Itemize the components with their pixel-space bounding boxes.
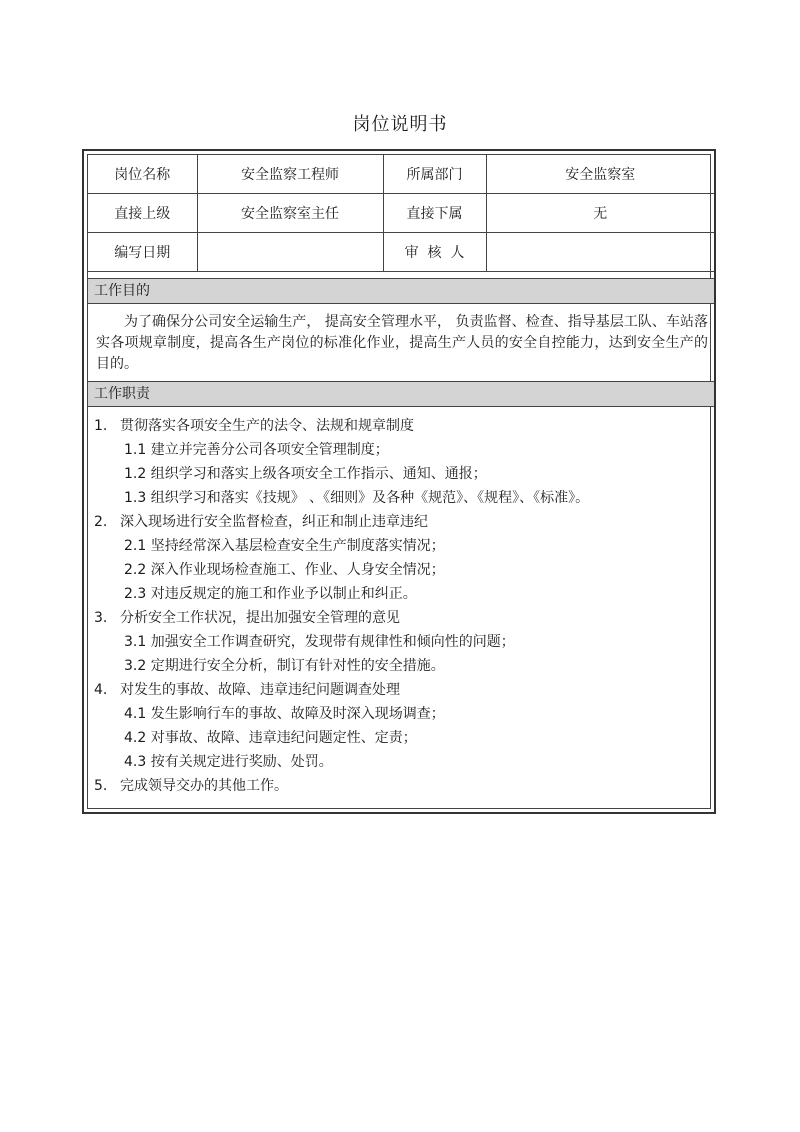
duty-title: 分析安全工作状况，提出加强安全管理的意见: [120, 610, 400, 626]
sub-item: 1.2 组织学习和落实上级各项安全工作指示、通知、通报；: [124, 466, 487, 482]
duty-number: 4.: [94, 682, 108, 698]
duty-title: 对发生的事故、故障、违章违纪问题调查处理: [120, 682, 400, 698]
list-item: [94, 609, 706, 676]
label-direct-subordinate: 直接下属: [383, 194, 486, 233]
sub-item: 3.2 定期进行安全分析，制订有针对性的安全措施。: [124, 658, 445, 674]
value-reviewer: [486, 233, 714, 272]
sub-item: 3.1 加强安全工作调查研究，发现带有规律性和倾向性的问题；: [124, 634, 515, 650]
label-date-written: 编写日期: [88, 233, 197, 272]
job-description-form: [82, 149, 716, 814]
list-item: [94, 513, 706, 604]
value-position-name: 安全监察工程师: [197, 155, 383, 194]
duty-title: 深入现场进行安全监督检查，纠正和制止违章违纪: [120, 514, 428, 530]
duty-number: 3.: [94, 610, 108, 626]
duties-list: [94, 417, 706, 801]
duty-title: 贯彻落实各项安全生产的法令、法规和规章制度: [120, 418, 414, 434]
duty-number: 5.: [94, 778, 108, 794]
label-position-name: 岗位名称: [88, 155, 197, 194]
duty-number: 1.: [94, 418, 108, 434]
sub-item: 4.3 按有关规定进行奖励、处罚。: [124, 754, 333, 770]
list-item: [94, 417, 706, 508]
list-item: [94, 681, 706, 772]
page-title: 岗位说明书: [352, 114, 448, 135]
purpose-text: 为了确保分公司安全运输生产， 提高安全管理水平， 负责监督、检查、指导基层工队、车站落实各项规章制度，提高各生产岗位的标准化作业，提高生产人员的安全自控能力，达到安全生产的目的。: [96, 314, 708, 372]
sub-item: 1.3 组织学习和落实《技规》 、《细则》及各种《规范》、《规程》、《标准》。: [124, 490, 590, 506]
label-department: 所属部门: [383, 155, 486, 194]
sub-item: 1.1 建立并完善分公司各项安全管理制度；: [124, 442, 389, 458]
sub-item: 4.1 发生影响行车的事故、故障及时深入现场调查；: [124, 706, 445, 722]
duty-title: 完成领导交办的其他工作。: [120, 778, 288, 794]
value-direct-superior: 安全监察室主任: [197, 194, 383, 233]
info-row: [88, 233, 714, 272]
value-direct-subordinate: 无: [486, 194, 714, 233]
label-direct-superior: 直接上级: [88, 194, 197, 233]
sub-item: 2.1 坚持经常深入基层检查安全生产制度落实情况；: [124, 538, 445, 554]
basic-info-table: [88, 155, 714, 272]
label-reviewer: 审 核 人: [383, 233, 486, 272]
value-date-written: [197, 233, 383, 272]
sub-item: 4.2 对事故、故障、违章违纪问题定性、定责；: [124, 730, 417, 746]
sub-item: 2.3 对违反规定的施工和作业予以制止和纠正。: [124, 586, 417, 602]
value-department: 安全监察室: [486, 155, 714, 194]
form-inner-border: [87, 154, 711, 809]
info-row: [88, 155, 714, 194]
duty-number: 2.: [94, 514, 108, 530]
purpose-header: 工作目的: [88, 278, 714, 304]
duties-header: 工作职责: [88, 381, 714, 407]
info-row: [88, 194, 714, 233]
list-item: [94, 777, 706, 796]
sub-item: 2.2 深入作业现场检查施工、作业、人身安全情况；: [124, 562, 445, 578]
